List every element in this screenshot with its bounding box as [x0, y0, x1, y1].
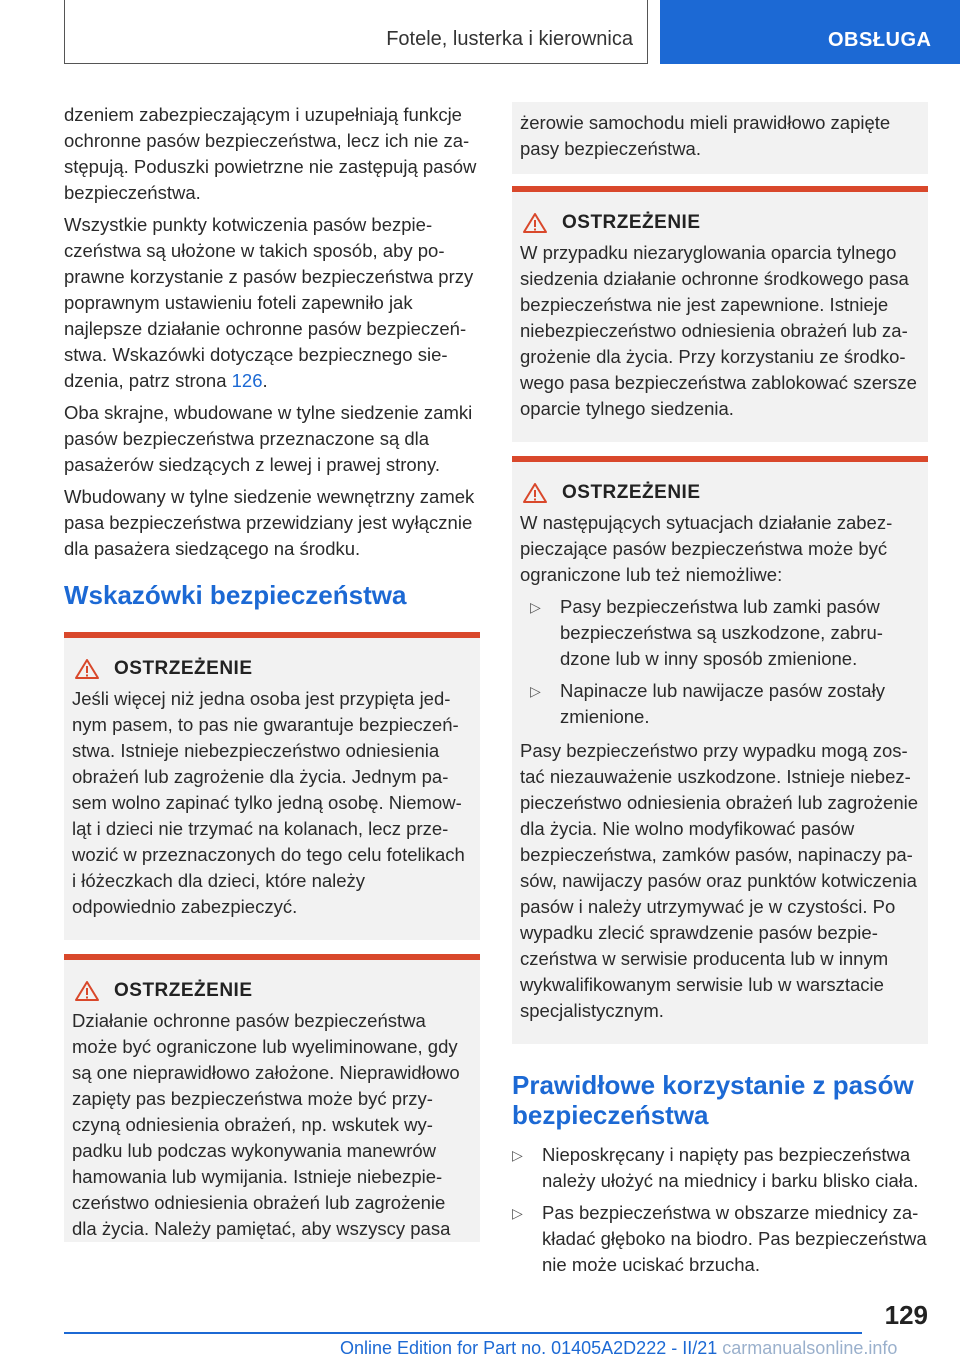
warning-box	[512, 186, 928, 442]
left-column	[64, 102, 480, 1242]
section-tab[interactable]	[660, 0, 960, 64]
section-heading: Wskazówki bezpieczeństwa	[64, 580, 407, 610]
warning-text: Pasy bezpieczeństwo przy wypadku mogą zostać niezauważenie uszkodzone. Istnieje niebezpieczeństwo odniesienia obrażeń lub zagrożenie dla życia. Nie wolno modyfikować pasów bezpieczeństwa, zamków pasów, napinaczy pasów, nawijaczy pasów oraz punktów kotwiczenia pasów i należy utrzymywać je w czystości. Po wypadku zlecić sprawdzenie pasów bezpieczeństwa w serwisie producenta lub w innym wykwalifikowanym serwisie lub w warsztacie specjalistycznym.	[520, 740, 919, 1021]
right-column	[512, 102, 928, 1286]
page-number: 129	[884, 1300, 928, 1330]
warning-title: OSTRZEŻENIE	[520, 482, 920, 504]
header-box	[64, 0, 648, 64]
instruction-list	[512, 1142, 928, 1278]
warning-text: W przypadku niezaryglowania oparcia tylnego siedzenia działanie ochronne środkowego pasa bezpieczeństwa nie jest zapewnione. Istnieje niebezpieczeństwo odniesienia obrażeń lub zagrożenie dla życia. Przy korzystaniu ze środkowego pasa bezpieczeństwa zablokować szersze oparcie tylnego siedzenia.	[520, 242, 917, 419]
list-item: ▷ Pas bezpieczeństwa w obszarze miednicy zakładać głęboko na biodro. Pas bezpieczeństwa nie może uciskać brzucha.	[512, 1202, 927, 1275]
warning-text: żerowie samochodu mieli prawidłowo zapięte pasy bezpieczeństwa.	[520, 112, 891, 159]
list-item: ▷ Napinacze lub nawijacze pasów zostały zmienione.	[530, 680, 885, 727]
paragraph: dzeniem zabezpieczającym i uzupełniają funkcje ochronne pasów bezpieczeństwa, lecz ich nie zastępują. Poduszki powietrzne nie zastępują pasów bezpieczeństwa.	[64, 104, 477, 203]
warning-title: OSTRZEŻENIE	[72, 980, 472, 1002]
paragraph: Wbudowany w tylne siedzenie wewnętrzny zamek pasa bezpieczeństwa przewidziany jest wyłącznie dla pasażera siedzącego na środku.	[64, 486, 475, 559]
section-heading: Prawidłowe korzystanie z pasów bezpieczeństwa	[512, 1070, 914, 1130]
footer-divider	[64, 1332, 862, 1334]
triangle-bullet-icon: ▷	[530, 683, 541, 699]
section-tab-label: OBSŁUGA	[828, 29, 932, 51]
warning-title: OSTRZEŻENIE	[72, 658, 472, 680]
warning-triangle-icon	[74, 980, 100, 1002]
triangle-bullet-icon: ▷	[512, 1205, 523, 1221]
warning-triangle-icon	[522, 212, 548, 234]
warning-triangle-icon	[74, 658, 100, 680]
list-item: ▷ Pasy bezpieczeństwa lub zamki pasów bezpieczeństwa są uszkodzone, zabrudzone lub w inny sposób zmienione.	[530, 596, 883, 669]
warning-triangle-icon	[522, 482, 548, 504]
warning-box	[512, 456, 928, 1044]
warning-title: OSTRZEŻENIE	[520, 212, 920, 234]
page-link[interactable]: 126	[231, 370, 263, 391]
triangle-bullet-icon: ▷	[530, 599, 541, 615]
paragraph: Wszystkie punkty kotwiczenia pasów bezpieczeństwa są ułożone w takich sposób, aby poprawne korzystanie z pasów bezpieczeństwa przy poprawnym ustawieniu foteli zapewniło jak najlepsze działanie ochronne pasów bezpieczeństwa. Wskazówki dotyczące bezpiecznego siedzenia, patrz strona 126.	[64, 214, 474, 391]
footer-edition: Online Edition for Part no. 01405A2D222 - II/21 carmanualsonline.info	[340, 1338, 898, 1358]
warning-box	[64, 632, 480, 940]
warning-list	[520, 594, 920, 730]
triangle-bullet-icon: ▷	[512, 1147, 523, 1163]
chapter-title: Fotele, lusterka i kierownica	[386, 28, 633, 50]
watermark-text: carmanualsonline.info	[722, 1338, 898, 1358]
warning-continuation	[512, 102, 928, 174]
list-item: ▷ Nieposkręcany i napięty pas bezpieczeństwa należy ułożyć na miednicy i barku blisko ciała.	[512, 1144, 919, 1191]
warning-text: Jeśli więcej niż jedna osoba jest przypięta jednym pasem, to pas nie gwarantuje bezpieczeństwa. Istnieje niebezpieczeństwo odniesienia obrażeń lub zagrożenie dla życia. Jednym pasem wolno zapinać tylko jedną osobę. Niemowląt i dzieci nie trzymać na kolanach, lecz przewozić w przeznaczonych do tego celu fotelikach i łóżeczkach dla dzieci, które należy odpowiednio zabezpieczyć.	[72, 688, 465, 917]
paragraph: Oba skrajne, wbudowane w tylne siedzenie zamki pasów bezpieczeństwa przeznaczone są dla pasażerów siedzących z lewej i prawej strony.	[64, 402, 473, 475]
warning-text: W następujących sytuacjach działanie zabezpieczające pasów bezpieczeństwa może być ograniczone lub też niemożliwe:	[520, 512, 893, 585]
warning-text: Działanie ochronne pasów bezpieczeństwa może być ograniczone lub wyeliminowane, gdy są one nieprawidłowo założone. Nieprawidłowo zapięty pas bezpieczeństwa może być przyczyną odniesienia obrażeń, np. wskutek wypadku lub podczas wykonywania manewrów hamowania lub wymijania. Istnieje niebezpieczeństwo odniesienia obrażeń lub zagrożenie dla życia. Należy pamiętać, aby wszyscy pasa	[72, 1010, 460, 1239]
warning-box	[64, 954, 480, 1242]
